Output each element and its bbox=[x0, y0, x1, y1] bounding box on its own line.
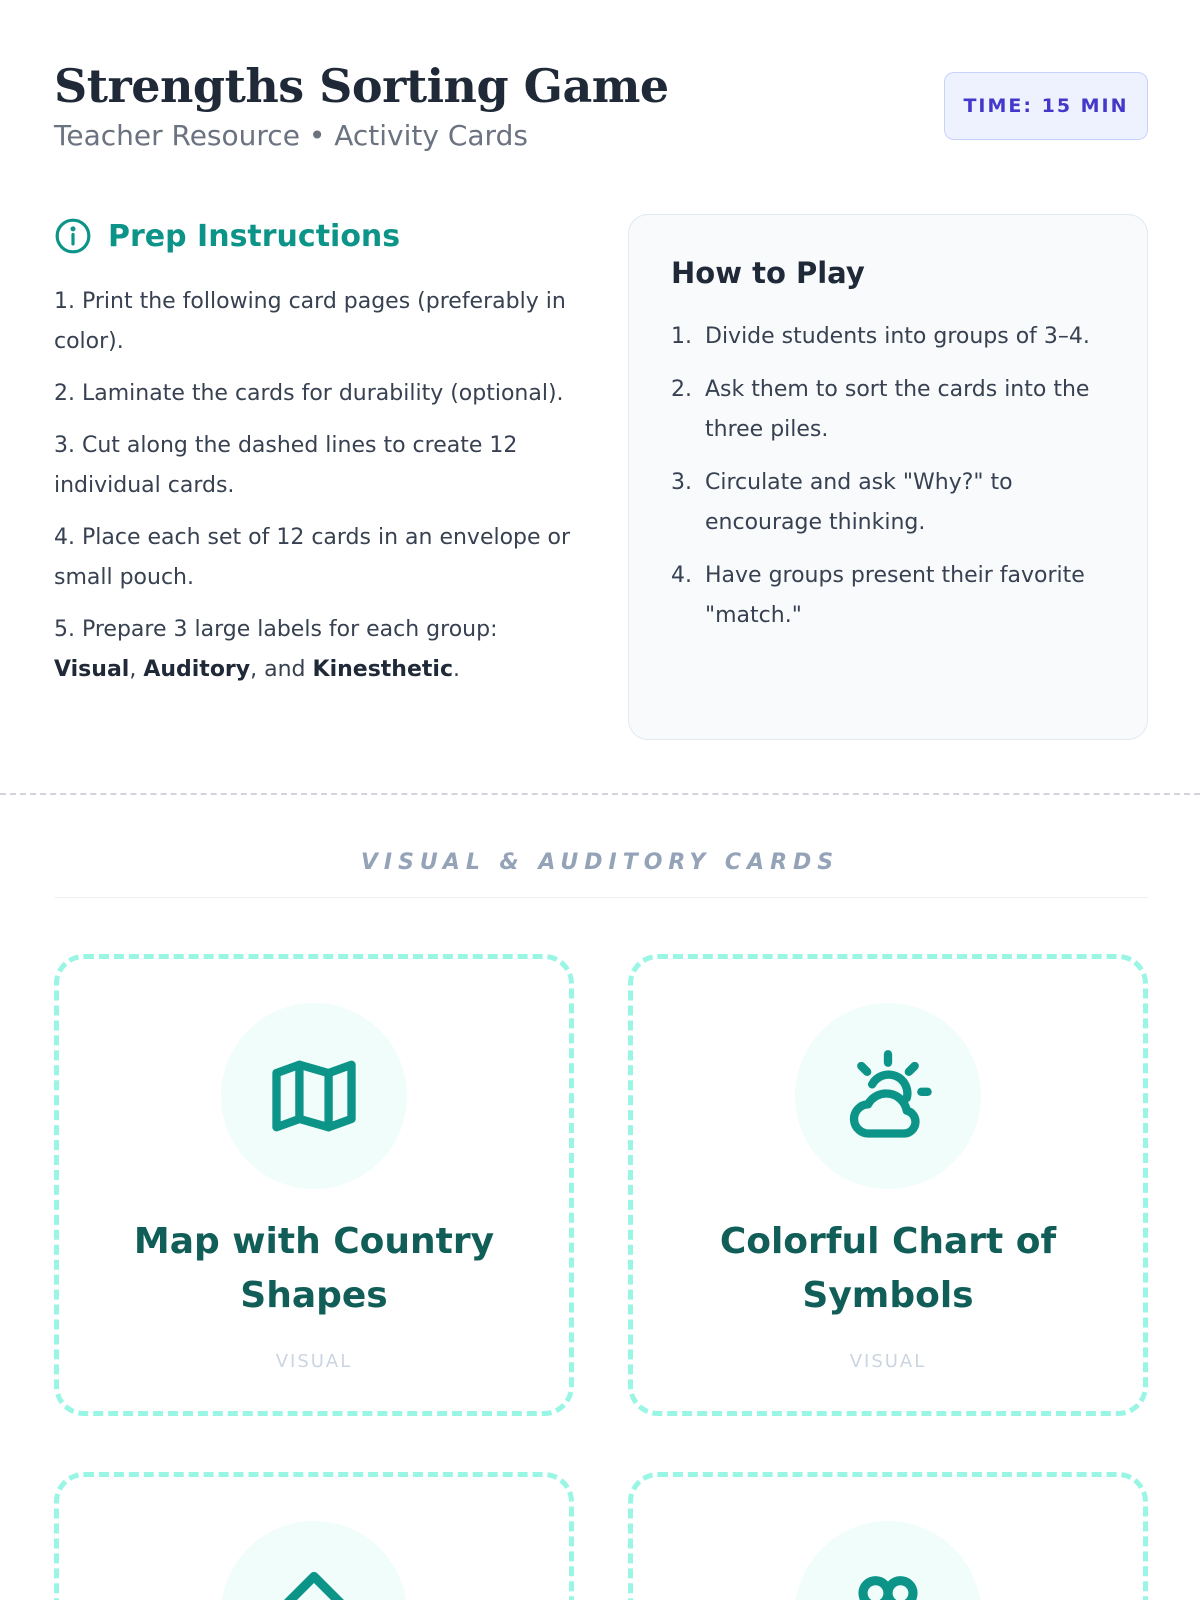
step-text: Have groups present their favorite "match." bbox=[705, 563, 1085, 628]
prep-instructions-section bbox=[54, 212, 574, 702]
step-number: 3. bbox=[671, 470, 692, 495]
card-category-tag: VISUAL bbox=[849, 1351, 927, 1372]
prep-step5-suffix: . bbox=[452, 657, 460, 682]
activity-card bbox=[54, 1472, 574, 1600]
info-circle-icon bbox=[54, 217, 92, 255]
how-to-play-step bbox=[671, 317, 1105, 357]
card-icon-badge bbox=[795, 1521, 981, 1600]
page-subtitle: Teacher Resource • Activity Cards bbox=[54, 119, 528, 152]
page-header bbox=[54, 56, 1148, 166]
card-category-tag: VISUAL bbox=[275, 1351, 353, 1372]
step-text: Divide students into groups of 3–4. bbox=[705, 324, 1090, 349]
card-title: Map with Country Shapes bbox=[133, 1221, 495, 1316]
how-to-play-title: How to Play bbox=[671, 256, 865, 290]
sun-cloud-icon bbox=[838, 1046, 938, 1146]
prep-step: 4. Place each set of 12 cards in an envelope or small pouch. bbox=[54, 525, 571, 590]
page-title: Strengths Sorting Game bbox=[54, 59, 669, 113]
prep-step5-prefix: 5. Prepare 3 large labels for each group: bbox=[54, 617, 498, 642]
cut-line-divider bbox=[0, 793, 1200, 795]
prep-heading-text: Prep Instructions bbox=[108, 218, 401, 254]
activity-card bbox=[628, 1472, 1148, 1600]
activity-card bbox=[54, 954, 574, 1416]
prep-heading bbox=[54, 212, 574, 260]
how-to-play-card bbox=[628, 214, 1148, 740]
step-text: Ask them to sort the cards into the three piles. bbox=[705, 377, 1090, 442]
step-text: Circulate and ask "Why?" to encourage thinking. bbox=[705, 470, 1013, 535]
how-to-play-step bbox=[671, 556, 1105, 636]
prep-step5-sep: , bbox=[129, 657, 144, 682]
how-to-play-list bbox=[671, 317, 1105, 636]
prep-step: 3. Cut along the dashed lines to create 12 individual cards. bbox=[54, 433, 518, 498]
prep-step5-sep: , and bbox=[250, 657, 313, 682]
card-title: Colorful Chart of Symbols bbox=[719, 1221, 1057, 1316]
step-number: 4. bbox=[671, 563, 692, 588]
label-auditory: Auditory bbox=[143, 657, 251, 682]
section-label: VISUAL & AUDITORY CARDS bbox=[360, 850, 840, 875]
label-visual: Visual bbox=[54, 657, 130, 682]
clover-icon bbox=[838, 1564, 938, 1600]
label-kinesthetic: Kinesthetic bbox=[312, 657, 453, 682]
prep-steps-list bbox=[54, 282, 574, 690]
prep-step: 1. Print the following card pages (preferably in color). bbox=[54, 289, 566, 354]
diamond-icon bbox=[264, 1564, 364, 1600]
step-number: 2. bbox=[671, 377, 692, 402]
card-icon-badge bbox=[221, 1521, 407, 1600]
how-to-play-step bbox=[671, 463, 1105, 543]
prep-step bbox=[54, 610, 574, 690]
map-icon bbox=[264, 1046, 364, 1146]
section-divider bbox=[54, 897, 1148, 898]
prep-step: 2. Laminate the cards for durability (optional). bbox=[54, 381, 564, 406]
step-number: 1. bbox=[671, 324, 692, 349]
activity-card bbox=[628, 954, 1148, 1416]
card-icon-badge bbox=[795, 1003, 981, 1189]
time-badge: TIME: 15 MIN bbox=[944, 72, 1148, 140]
card-icon-badge bbox=[221, 1003, 407, 1189]
how-to-play-step bbox=[671, 370, 1105, 450]
